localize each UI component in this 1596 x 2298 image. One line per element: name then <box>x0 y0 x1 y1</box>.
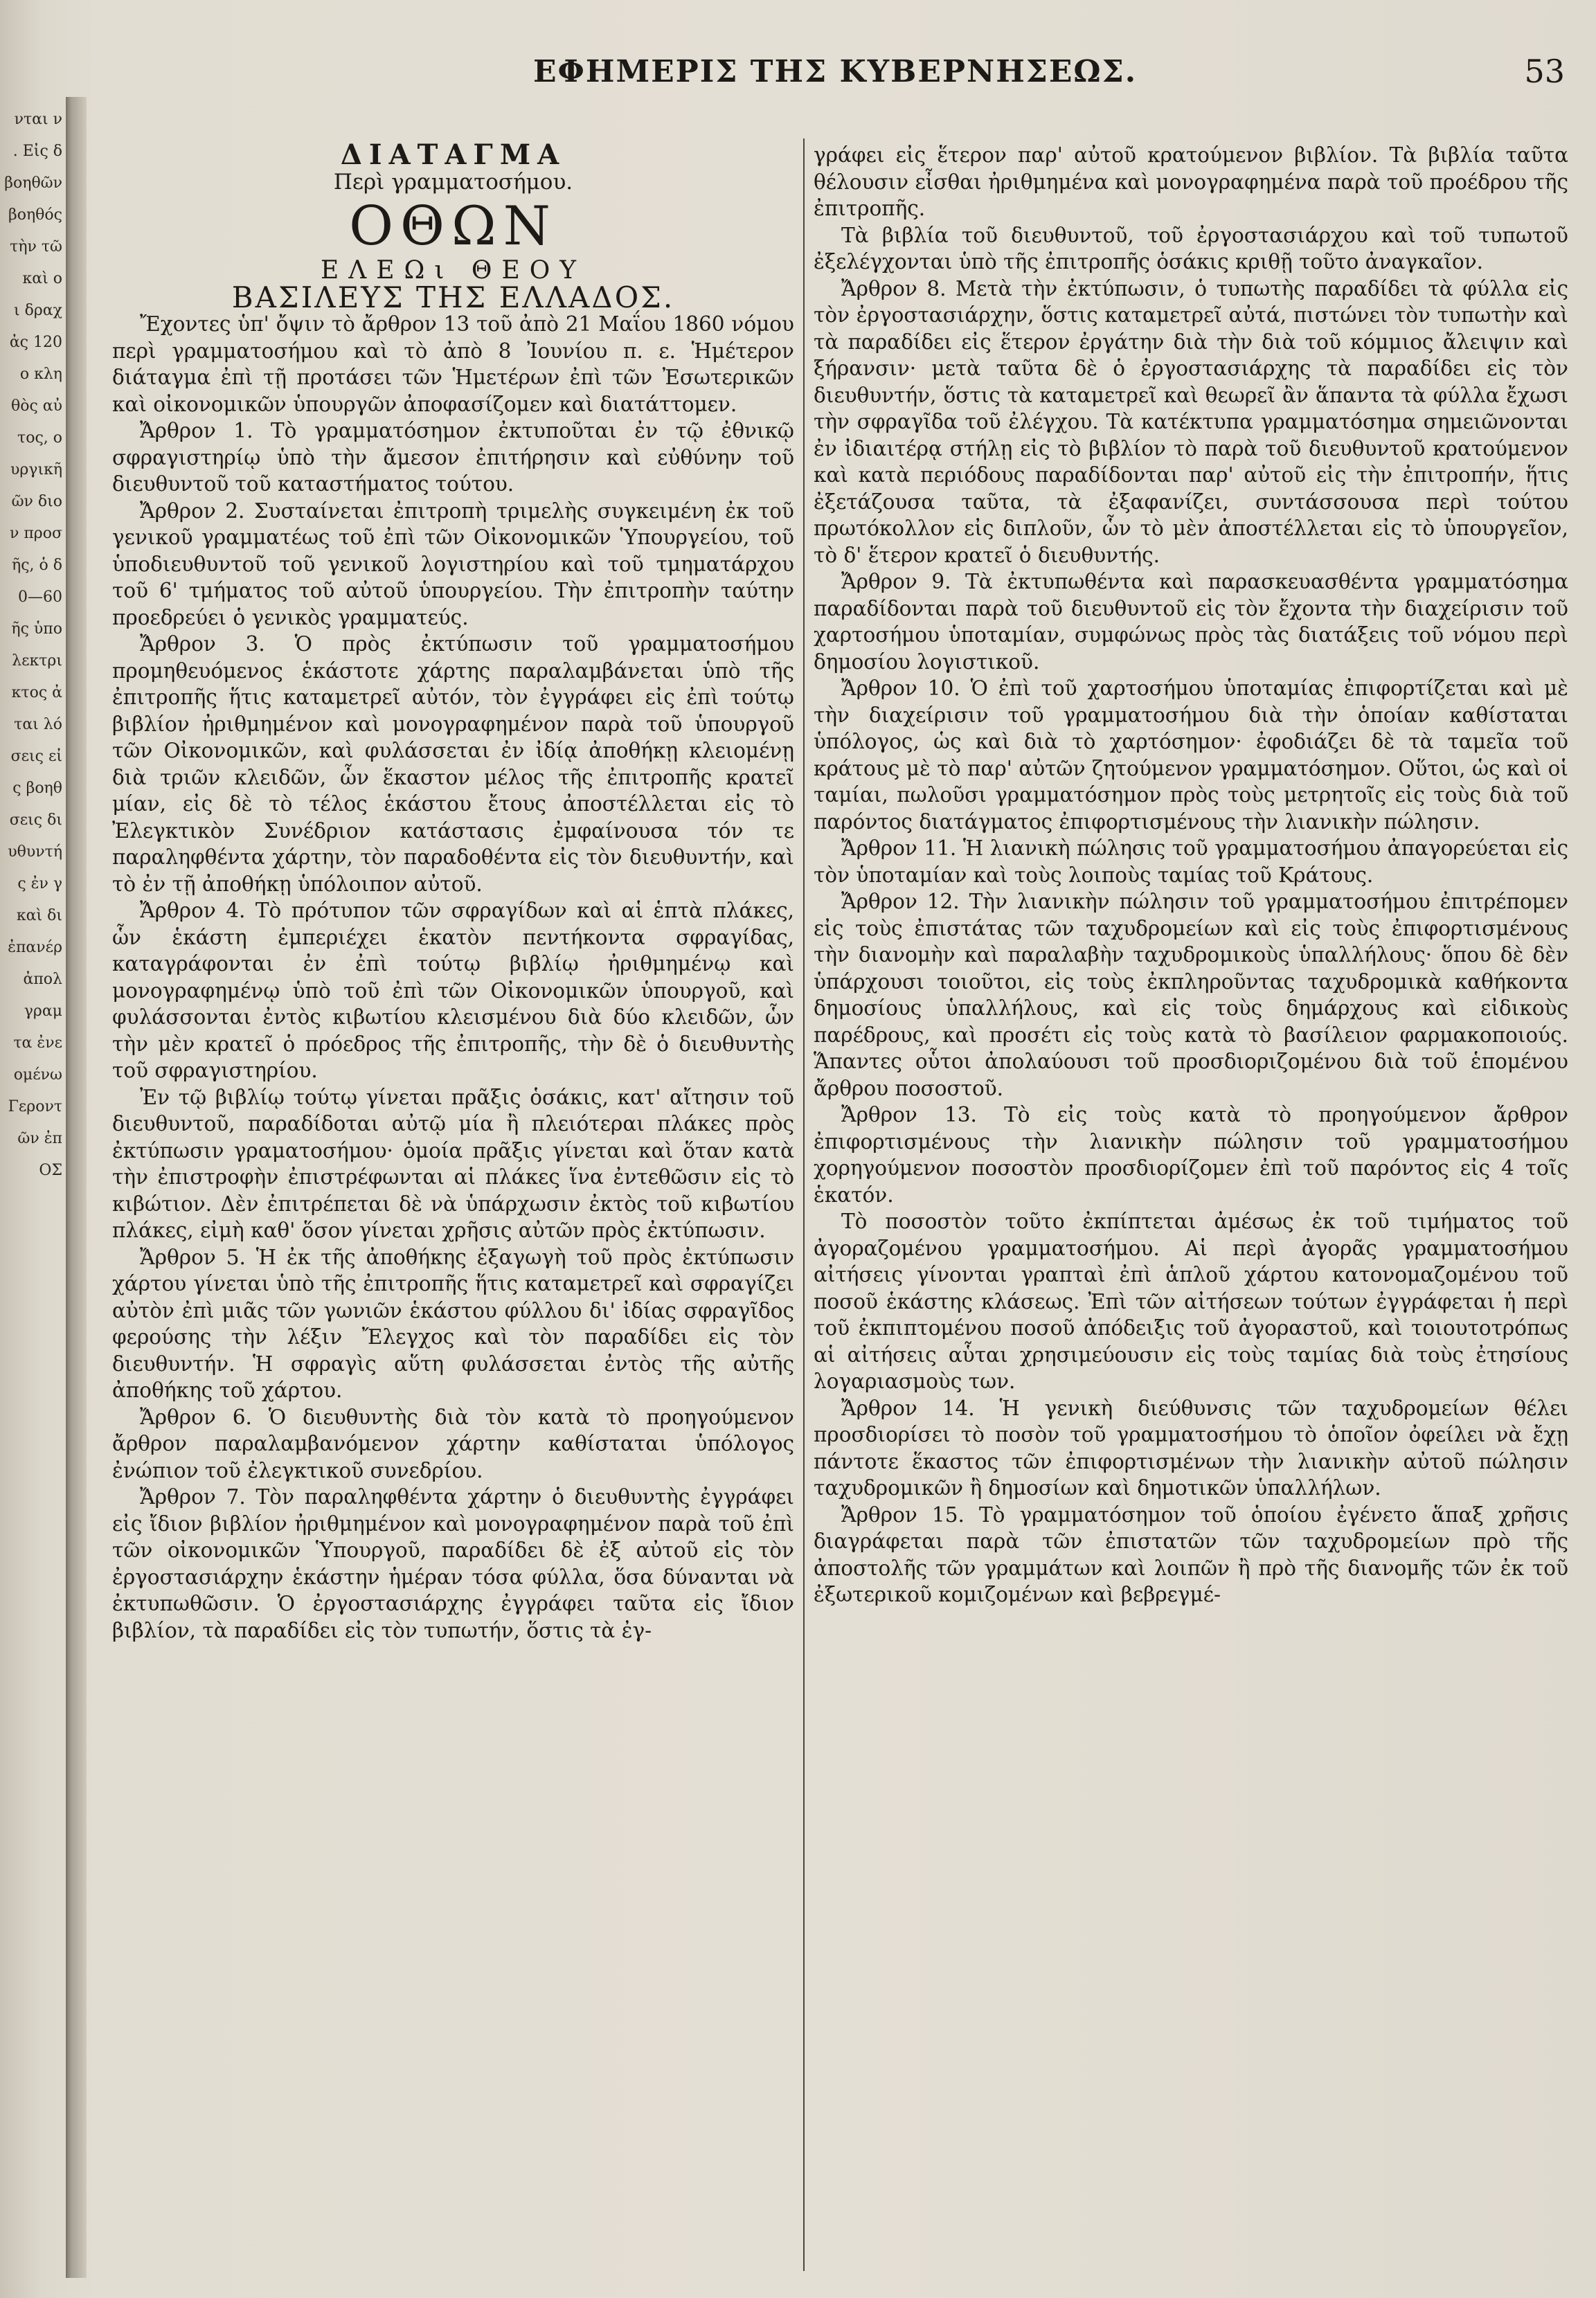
fragment-line: τος, ο <box>17 429 62 447</box>
fragment-line: ς βοηθ <box>12 780 62 797</box>
fragment-line: ῆς, ὁ δ <box>12 557 62 574</box>
paragraph: Ἄρθρον 7. Τὸν παραληφθέντα χάρτην ὁ διευθυντὴς ἐγγράφει εἰς ἴδιον βιβλίον ἠριθμημένον καὶ μονογραφημένον παρὰ τοῦ ἐπὶ τῶν οἰκονομικῶν Ὑπουργοῦ, παραδίδει δὲ ἐξ αὐτοῦ εἰς τὸν ἐργοστασιάρχην ἑκάστην ἡμέραν τόσα φύλλα, ὅσα δύνανται νὰ ἐκτυπωθῶσιν. Ὁ ἐργοστασιάρχης ἐγγράφει ταῦτα εἰς ἴδιον βιβλίον, τὰ παραδίδει εἰς τὸν τυπωτήν, ὅστις τὰ ἐγ- <box>112 1485 794 1642</box>
right-column <box>814 142 1568 2274</box>
decree-heading: ΔΙΑΤΑΓΜΑ <box>340 142 566 171</box>
fragment-line: λεκτρι <box>12 652 62 670</box>
paragraph: Ἄρθρον 13. Τὸ εἰς τοὺς κατὰ τὸ προηγούμενον ἄρθρον ἐπιφορτισμένους τὴν λιανικὴν πώλησιν τοῦ γραμματοσήμου χορηγούμενον ποσοστὸν προσδιορίζομεν ἐπὶ τοῦ παρόντος εἰς 4 τοῖς ἑκατόν. <box>814 1103 1568 1207</box>
paragraph: Τὸ ποσοστὸν τοῦτο ἐκπίπτεται ἀμέσως ἐκ τοῦ τιμήματος τοῦ ἀγοραζομένου γραμματοσήμου. Αἱ περὶ ἀγορᾶς γραμματοσήμου αἰτήσεις γίνονται γραπταὶ ἐπὶ ἁπλοῦ χάρτου κατονομαζομένου τοῦ ποσοῦ ἑκάστης κλάσεως. Ἐπὶ τῶν αἰτήσεων τούτων ἐγγράφεται ἡ περὶ τοῦ ἐκπιπτομένου ποσοῦ ἀπόδειξις τοῦ ἀγοραστοῦ, καὶ τοιουτοτρόπως αἱ αἰτήσεις αὗται χρησιμεύουσιν εἰς τοὺς ταμίας διὰ τοὺς ἐτησίους λογαριασμοὺς των. <box>814 1210 1568 1393</box>
fragment-line: θὸς αὐ <box>10 397 62 415</box>
paragraph: Ἄρθρον 3. Ὁ πρὸς ἐκτύπωσιν τοῦ γραμματοσήμου προμηθευόμενος ἑκάστοτε χάρτης παραλαμβάνεται ὑπὸ τῆς ἐπιτροπῆς ἥτις καταμετρεῖ αὐτόν, τὸν ἐγγράφει εἰς ἐπὶ τούτῳ βιβλίον ἠριθμημένον καὶ μονογραφημένον παρὰ τοῦ ὑπουργοῦ τῶν Οἰκονομικῶν, καὶ φυλάσσεται ἐν ἰδίᾳ ἀποθήκῃ κλειομένῃ διὰ τριῶν κλειδῶν, ὧν ἕκαστον μέλος τῆς ἐπιτροπῆς κρατεῖ μίαν, εἰς δὲ τὸ τέλος ἑκάστου ἔτους ἀποστέλλεται εἰς τὸ Ἐλεγκτικὸν Συνέδριον κατάστασις ἐμφαίνουσα τόν τε παραληφθέντα χάρτην, τὸν παραδοθέντα εἰς τὸν διευθυντήν, καὶ τὸ ἐν τῇ ἀποθήκῃ ὑπόλοιπον αὐτοῦ. <box>112 632 794 896</box>
paragraph: Ἄρθρον 10. Ὁ ἐπὶ τοῦ χαρτοσήμου ὑποταμίας ἐπιφορτίζεται καὶ μὲ τὴν διαχείρισιν τοῦ γραμματοσήμου διὰ τὴν ὁποίαν καθίσταται ὑπόλογος, ὡς καὶ διὰ τὸ χαρτόσημον· ἐφοδιάζει δὲ τὰ ταμεῖα τοῦ κράτους μὲ τὸ παρ' αὐτῶν ζητούμενον γραμματόσημον. Οὕτοι, ὡς καὶ οἱ ταμίαι, πωλοῦσι γραμματόσημον πρὸς τοὺς μετρητοῖς εἰς τοὺς διὰ τοῦ παρόντος διατάγματος ἐπιφορτισμένους τὴν λιανικὴν πώλησιν. <box>814 676 1568 834</box>
column-divider <box>803 138 805 2271</box>
grace-line: ΕΛΕΩι ΘΕΟΥ <box>320 256 586 285</box>
paragraph: Ἄρθρον 15. Τὸ γραμματόσημον τοῦ ὁποίου ἐγένετο ἅπαξ χρῆσις διαγράφεται παρὰ τῶν ἐπιστατῶν τῶν ταχυδρομείων πρὸ τῆς ἀποστολῆς τῶν γραμμάτων καὶ λοιπῶν ἢ πρὸ τῆς διανομῆς τῶν ἐκ τοῦ ἐξωτερικοῦ κομιζομένων καὶ βεβρεγμέ- <box>814 1502 1568 1606</box>
paragraph: Ἄρθρον 9. Τὰ ἐκτυπωθέντα καὶ παρασκευασθέντα γραμματόσημα παραδίδονται παρὰ τοῦ διευθυντοῦ εἰς τὸν ἔχοντα τὴν διαχείρισιν τοῦ χαρτοσήμου ὑποταμίαν, συμφώνως πρὸς τὰς διατάξεις τοῦ νόμου περὶ δημοσίου λογιστικοῦ. <box>814 570 1568 674</box>
page-header <box>90 48 1565 111</box>
fragment-line: υθυντή <box>8 843 62 861</box>
paragraph: Ἄρθρον 8. Μετὰ τὴν ἐκτύπωσιν, ὁ τυπωτὴς παραδίδει τὰ φύλλα εἰς τὸν ἐργοστασιάρχην, ὅστις καταμετρεῖ αὐτά, πιστώνει τὸν τυπωτὴν καὶ τὰ παραδίδει εἰς ἕτερον ἐργάτην διὰ τὴν διὰ τοῦ κόμμιος ἄλειψιν καὶ ξήρανσιν· μετὰ ταῦτα δὲ ὁ ἐργοστασιάρχης τὰ παραδίδει εἰς τὸν διευθυντήν, ὅστις τὰ καταμετρεῖ καὶ θεωρεῖ ἂν ἅπαντα τὰ φύλλα ἔχωσι τὴν σφραγῖδα τοῦ ἐλέγχου. Τὰ κατέκτυπα γραμματόσημα σημειῶνονται ἐν ἰδιαιτέρᾳ στήλῃ εἰς τὸ βιβλίον τὸ παρὰ τοῦ διευθυντοῦ κρατούμενον καὶ κατὰ περιόδους παραδίδονται παρ' αὐτοῦ εἰς τὴν ἐπιτροπήν, ἥτις ἐξετάζουσα ταῦτα, τὰ ἐξαφανίζει, συντάσσουσα περὶ τούτου πρωτόκολλον εἰς διπλοῦν, ὧν τὸ μὲν ἀποστέλλεται εἰς τὸ ὑπουργεῖον, τὸ δ' ἕτερον κρατεῖ ὁ διευθυντής. <box>814 276 1568 567</box>
fragment-line: ῶν ἐπ <box>17 1130 62 1147</box>
left-column-paragraphs <box>112 311 794 1644</box>
fragment-line: . Εἰς δ <box>12 143 62 160</box>
fragment-line: κτος ἀ <box>11 684 62 701</box>
fragment-line: γραμ <box>24 1003 62 1020</box>
paragraph: Ἄρθρον 4. Τὸ πρότυπον τῶν σφραγίδων καὶ αἱ ἑπτὰ πλάκες, ὧν ἑκάστη ἐμπεριέχει ἑκατὸν πεντήκοντα σφραγίδας, καταγράφονται ἐν ἐπὶ τούτῳ βιβλίῳ ἠριθμημένῳ καὶ μονογραφημένῳ ὑπὸ τοῦ ἐπὶ τῶν Οἰκονομικῶν ὑπουργοῦ, καὶ φυλάσσονται ἐντὸς κιβωτίου κλεισμένου διὰ δύο κλειδῶν, ὧν τὴν μὲν κρατεῖ ὁ πρόεδρος τῆς ἐπιτροπῆς, τὴν δὲ ὁ διευθυντὴς τοῦ σφραγιστηρίου. <box>112 899 794 1082</box>
fragment-line: ῆς ὑπο <box>11 620 62 638</box>
paragraph: Ἄρθρον 11. Ἡ λιανικὴ πώλησις τοῦ γραμματοσήμου ἀπαγορεύεται εἰς τὸν ὑποταμίαν καὶ τοὺς λοιποὺς ταμίας τοῦ Κράτους. <box>814 836 1568 887</box>
paragraph: Ἄρθρον 2. Συσταίνεται ἐπιτροπὴ τριμελὴς συγκειμένη ἐκ τοῦ γενικοῦ γραμματέως τοῦ ἐπὶ τῶν Οἰκονομικῶν Ὑπουργείου, τοῦ ὑποδιευθυντοῦ τοῦ γενικοῦ λογιστηρίου καὶ τοῦ τμηματάρχου τοῦ 6' τμήματος τοῦ αὐτοῦ ὑπουργείου. Τὴν ἐπιτροπὴν ταύτην προεδρεύει ὁ γενικὸς γραμματεύς. <box>112 499 794 629</box>
previous-page-fragment <box>0 104 66 2250</box>
fragment-line: 0—60 <box>18 589 62 606</box>
paragraph: Ἄρθρον 6. Ὁ διευθυντὴς διὰ τὸν κατὰ τὸ προηγούμενον ἄρθρον παραλαμβανόμενον χάρτην καθίσταται ὑπόλογος ἐνώπιον τοῦ ἐλεγκτικοῦ συνεδρίου. <box>112 1405 794 1482</box>
fragment-line: τα ἐνε <box>13 1034 62 1052</box>
paragraph: Ἄρθρον 12. Τὴν λιανικὴν πώλησιν τοῦ γραμματοσήμου ἐπιτρέπομεν εἰς τοὺς ἐπιστάτας τῶν ταχυδρομείων καὶ εἰς τοὺς ἐπιφορτισμένους τὴν διανομὴν καὶ παραλαβὴν ταχυδρομικοὺς ὑπαλλήλους· ὅπου δὲ δὲν ὑπάρχουσι τοιοῦτοι, εἰς τοὺς ἐκπληροῦντας ταχυδρομικὰ καθήκοντα δημοσίους ὑπαλλήλους, καὶ εἰς τοὺς δημάρχους καὶ εἰδικοὺς παρέδρους, καὶ προσέτι εἰς τοὺς κατὰ τὸ βασίλειον φαρμακοποιούς. Ἅπαντες οὗτοι ἀπολαύουσι τοῦ προσδιοριζομένου διὰ τοῦ ἑπομένου ἄρθρου ποσοστοῦ. <box>814 890 1568 1100</box>
fragment-line: σεις εἰ <box>10 748 62 765</box>
fragment-line: ῶν διο <box>11 493 62 510</box>
left-column <box>112 142 794 2274</box>
paragraph: Ἄρθρον 14. Ἡ γενικὴ διεύθυνσις τῶν ταχυδρομείων θέλει προσδιορίσει τὸ ποσὸν τοῦ γραμματοσήμου τὸ ὁποῖον ὀφείλει νὰ ἔχῃ πάντοτε ἕκαστος τῶν ἐπιφορτισμένων τὴν λιανικὴν αὐτοῦ πώλησιν ταχυδρομικῶν ἢ δημοσίων καὶ δημοτικῶν ὑπαλλήλων. <box>814 1396 1568 1500</box>
fragment-line: ν προσ <box>9 525 62 542</box>
fragment-line: ἐπανέρ <box>8 939 62 956</box>
fragment-line: καὶ δι <box>16 907 62 924</box>
fragment-line: ΟΣ <box>39 1162 62 1179</box>
fragment-line: ἀπολ <box>23 971 62 988</box>
fragment-line: ἀς 120 <box>9 334 62 351</box>
right-column-paragraphs <box>814 142 1568 1608</box>
fragment-line: βοηθῶν <box>4 174 62 192</box>
paragraph: Ἐν τῷ βιβλίῳ τούτῳ γίνεται πρᾶξις ὁσάκις, κατ' αἴτησιν τοῦ διευθυντοῦ, παραδίδοται αὐτῷ μία ἢ πλειότεραι πλάκες πρὸς ἐκτύπωσιν γραματοσήμου· ὁμοία πρᾶξις γίνεται καὶ ὅταν κατὰ τὴν ἐπιστροφὴν ἐπιστρέφωνται αἱ πλάκες ἵνα ἐντεθῶσιν εἰς τὸ κιβώτιον. Δὲν ἐπιτρέπεται δὲ νὰ ὑπάρχωσιν ἐκτὸς τοῦ κιβωτίου πλάκες, εἰμὴ καθ' ὅσον γίνεται χρῆσις αὐτῶν πρὸς ἐκτύπωσιν. <box>112 1085 794 1242</box>
fragment-line: σεις δι <box>9 811 62 829</box>
fragment-line: βοηθός <box>8 206 62 224</box>
paragraph: Ἄρθρον 5. Ἡ ἐκ τῆς ἀποθήκης ἐξαγωγὴ τοῦ πρὸς ἐκτύπωσιν χάρτου γίνεται ὑπὸ τῆς ἐπιτροπῆς ἥτις καταμετρεῖ καὶ σφραγίζει αὐτὸν ἐπὶ μιᾶς τῶν γωνιῶν ἑκάστου φύλλου δι' ἰδίας σφραγῖδος φερούσης τὴν λέξιν Ἔλεγχος καὶ τὸν παραδίδει εἰς τὸν διευθυντήν. Ἡ σφραγὶς αὕτη φυλάσσεται ἐντὸς τῆς αὐτῆς ἀποθήκης τοῦ χάρτου. <box>112 1245 794 1402</box>
page-number: 53 <box>1524 53 1565 90</box>
fragment-line: καὶ ο <box>22 270 62 287</box>
king-title: ΒΑΣΙΛΕΥΣ ΤΗΣ ΕΛΛΑΔΟΣ. <box>231 280 675 314</box>
fragment-line: ο κλη <box>19 366 62 383</box>
paragraph: γράφει εἰς ἕτερον παρ' αὐτοῦ κρατούμενον βιβλίον. Τὰ βιβλία ταῦτα θέλουσιν εἶσθαι ἠριθμημένα καὶ μονογραφημένα παρὰ τοῦ προέδρου τῆς ἐπιτροπῆς. <box>814 143 1568 220</box>
paragraph: Ἄρθρον 1. Τὸ γραμματόσημον ἐκτυποῦται ἐν τῷ ἐθνικῷ σφραγιστηρίῳ ὑπὸ τὴν ἄμεσον ἐπιτήρησιν καὶ εὐθύνην τοῦ διευθυντοῦ τοῦ καταστήματος τούτου. <box>112 419 794 496</box>
fragment-line: ομένω <box>13 1066 62 1084</box>
fragment-line: ι δραχ <box>14 302 62 319</box>
paragraph: Τὰ βιβλία τοῦ διευθυντοῦ, τοῦ ἐργοστασιάρχου καὶ τοῦ τυπωτοῦ ἐξελέγχονται ὑπὸ τῆς ἐπιτροπῆς ὁσάκις κριθῇ τοῦτο ἀναγκαῖον. <box>814 223 1568 273</box>
king-name: ΟΘΩΝ <box>349 195 557 258</box>
binding-gutter <box>66 97 87 2278</box>
paragraph: Ἔχοντες ὑπ' ὄψιν τὸ ἄρθρον 13 τοῦ ἀπὸ 21 Μαΐου 1860 νόμου περὶ γραμματοσήμου καὶ τὸ ἀπὸ 8 Ἰουνίου π. ε. Ἡμέτερον διάταγμα ἐπὶ τῇ προτάσει τῶν Ἡμετέρων ἐπὶ τῶν Ἐσωτερικῶν καὶ οἰκονομικῶν ὑπουργῶν ἀποφασίζομεν καὶ διατάττομεν. <box>112 312 794 416</box>
newspaper-title: ΕΦΗΜΕΡΙΣ ΤΗΣ ΚΥΒΕΡΝΗΣΕΩΣ. <box>533 54 1138 89</box>
fragment-line: ται λό <box>14 716 62 733</box>
fragment-line: νται ν <box>14 111 62 128</box>
fragment-line: ς ἐν γ <box>17 875 62 892</box>
fragment-line: Γεροντ <box>8 1098 62 1115</box>
fragment-line: υργικῆ <box>10 461 62 478</box>
fragment-line: τὴν τῶ <box>10 238 62 255</box>
decree-subheading: Περὶ γραμματοσήμου. <box>333 169 573 195</box>
